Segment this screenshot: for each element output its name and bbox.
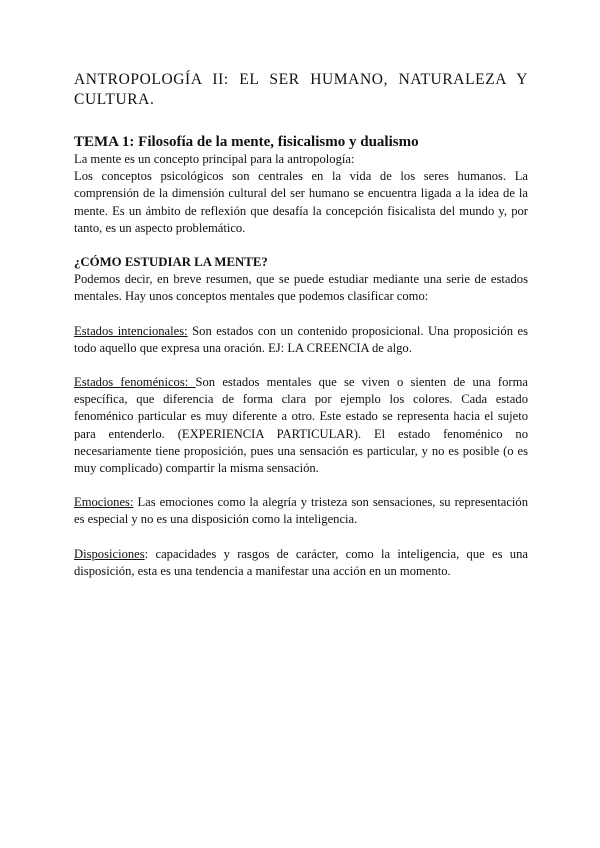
estudiar-heading: ¿CÓMO ESTUDIAR LA MENTE? [74,255,268,270]
intencionales-label: Estados intencionales: [74,323,188,338]
document-page [74,70,528,580]
emociones-paragraph [74,494,528,528]
disposiciones-text: : capacidades y rasgos de carácter, como la inteligencia, que es una disposición, esta es una tendencia a manifestar una acción en un momento. [74,546,528,578]
document-title-line2: CULTURA. [74,91,155,108]
fenomenicos-paragraph [74,374,528,477]
intencionales-paragraph [74,323,528,357]
fenomenicos-label: Estados fenoménicos: [74,375,196,390]
emociones-label: Emociones: [74,495,134,510]
document-title [74,70,528,110]
estudiar-heading-wrap [74,254,528,271]
estudiar-paragraph: Podemos decir, en breve resumen, que se puede estudiar mediante una serie de estados mentales. Hay unos conceptos mentales que podemos clasificar como: [74,272,528,304]
document-title-line1: ANTROPOLOGÍA II: EL SER HUMANO, NATURALEZA Y [74,71,528,88]
disposiciones-paragraph [74,546,528,580]
fenomenicos-text: Son estados mentales que se viven o sienten de una forma específica, que diferencia de forma clara por ejemplo los colores. Cada estado fenoménico particular es muy diferente a otro. Este estado se representa hacia el sujeto para entenderlo. (EXPERIENCIA PARTICULAR). El estado fenoménico no necesariamente tiene proposición, pues una sensación es particular, y no es posible (o es muy complicado) compartir la misma sensación. [74,375,528,476]
intencionales-text: Son estados con un contenido proposicional. Una proposición es todo aquello que expresa una oración. EJ: LA CREENCIA de algo. [74,323,528,355]
tema1-intro-paragraph: Los conceptos psicológicos son centrales en la vida de los seres humanos. La comprensión de la dimensión cultural del ser humano se encuentra ligada a la idea de la mente. Es un ámbito de reflexión que desafía la concepción fisicalista del mundo y, por tanto, es un aspecto problemático. [74,169,528,235]
tema1-heading: TEMA 1: Filosofía de la mente, fisicalismo y dualismo [74,134,419,150]
disposiciones-label: Disposiciones [74,546,145,561]
emociones-text: Las emociones como la alegría y tristeza son sensaciones, su representación es especial y no es una disposición como la inteligencia. [74,495,528,527]
tema1-intro-line: La mente es un concepto principal para la antropología: [74,152,355,166]
